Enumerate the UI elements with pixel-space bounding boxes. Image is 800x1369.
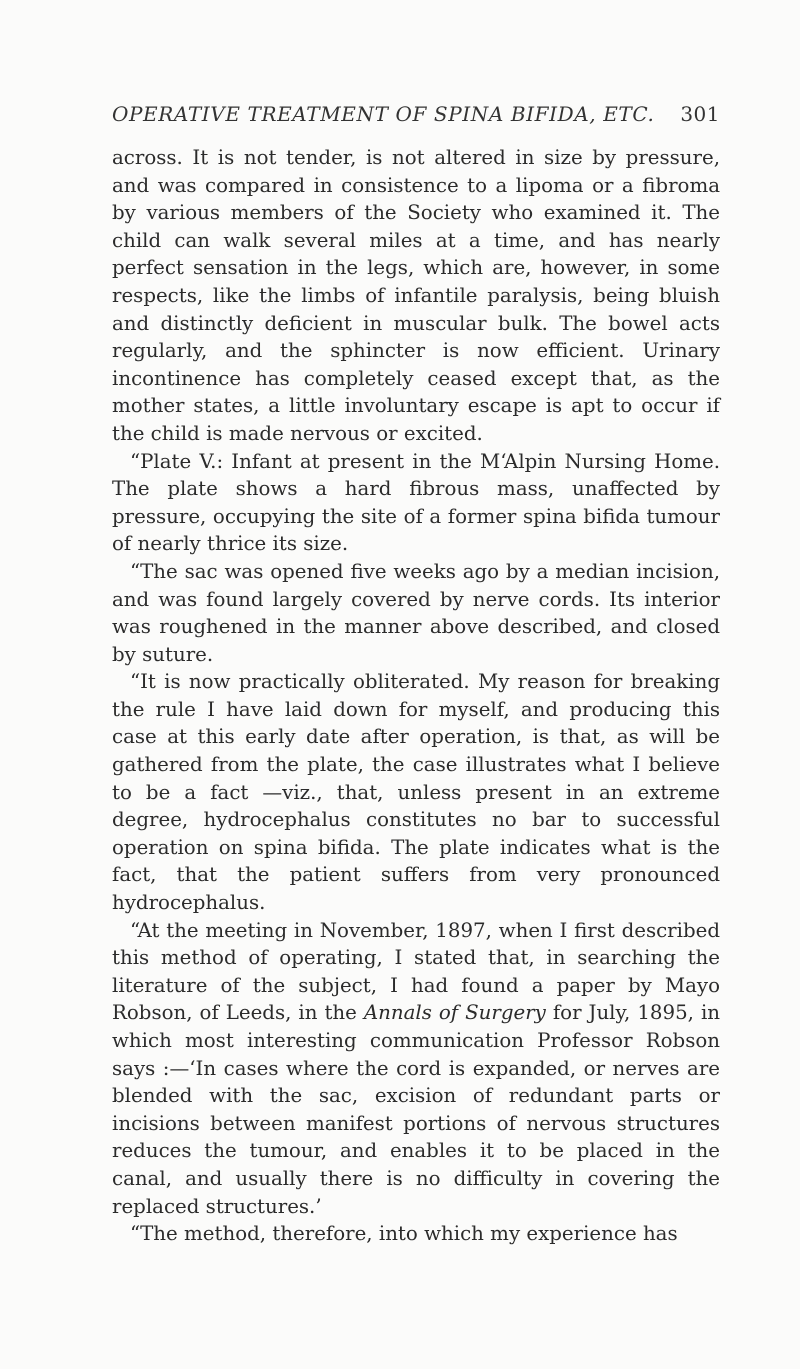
journal-title: Annals of Surgery bbox=[363, 1001, 546, 1025]
paragraph-4: “It is now practically obliterated. My reason for breaking the rule I have laid down for myself, and producing this case at this early date after operation, is that, as will be gathered from the plate, the case illustrates what I believe to be a fact —viz., that, unless present in an extreme degree, hydrocephalus constitutes no bar to successful operation on spina bifida. The plate indicates what is the fact, that the patient suffers from very pronounced hydrocephalus. bbox=[112, 670, 720, 915]
paragraph-6: “The method, therefore, into which my experience has bbox=[130, 1222, 678, 1246]
page-number: 301 bbox=[680, 102, 720, 126]
paragraph-5-end: for July, 1895, in which most interesting communication Professor Robson says :—‘In cases where the cord is expanded, or nerves are blended with the sac, excision of redundant parts or incisions between manifest portions of nervous structures reduces the tumour, and enables it to be placed in the canal, and usually there is no difficulty in covering the replaced structures.’ bbox=[112, 1001, 721, 1218]
paragraph-3: “The sac was opened five weeks ago by a median incision, and was found largely covered by nerve cords. Its interior was roughened in the manner above described, and closed by suture. bbox=[112, 559, 720, 666]
paragraph-5-start: “At the meeting in November, 1897, when I first described this method of operating, I stated that, in searching the literature of the subject, I had found a paper by Mayo Robson, of Leeds, in the bbox=[112, 918, 720, 1025]
paragraph-1: across. It is not tender, is not altered in size by pressure, and was compared in consistence to a lipoma or a fibroma by various members of the Society who examined it. The child can walk several miles at a time, and has nearly perfect sensation in the legs, which are, however, in some respects, like the limbs of infantile paralysis, being bluish and distinctly deficient in muscular bulk. The bowel acts regularly, and the sphincter is now efficient. Urinary incontinence has completely ceased except that, as the mother states, a little involuntary escape is apt to occur if the child is made nervous or excited. bbox=[112, 146, 720, 445]
paragraph-5 bbox=[112, 917, 720, 1221]
running-head bbox=[112, 99, 720, 129]
body-text bbox=[112, 144, 720, 1248]
running-title: OPERATIVE TREATMENT OF SPINA BIFIDA, ETC. bbox=[112, 102, 655, 126]
paragraph-2: “Plate V.: Infant at present in the M‘Alpin Nursing Home. The plate shows a hard fibrous mass, unaffected by pressure, occupying the site of a former spina bifida tumour of nearly thrice its size. bbox=[112, 449, 720, 556]
